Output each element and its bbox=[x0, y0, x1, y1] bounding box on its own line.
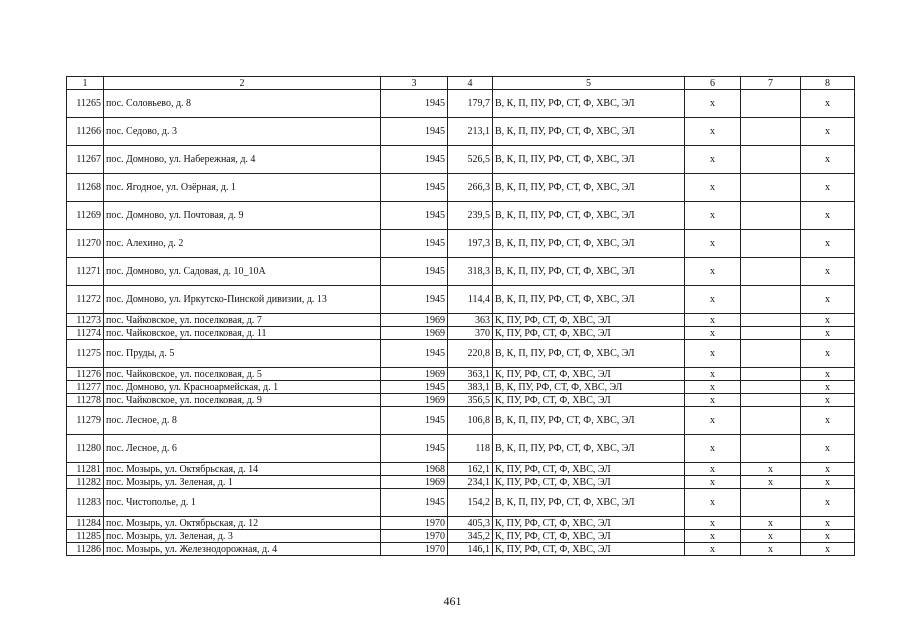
column-8-mark: х bbox=[801, 118, 855, 146]
column-6-mark: х bbox=[685, 517, 741, 530]
table-row bbox=[67, 394, 855, 407]
column-6-mark: х bbox=[685, 174, 741, 202]
table-row bbox=[67, 286, 855, 314]
column-header: 6 bbox=[685, 77, 741, 90]
year-cell: 1945 bbox=[381, 340, 448, 368]
column-6-mark: х bbox=[685, 476, 741, 489]
column-8-mark: х bbox=[801, 230, 855, 258]
column-6-mark: х bbox=[685, 230, 741, 258]
column-7-mark bbox=[741, 230, 801, 258]
record-id: 11269 bbox=[67, 202, 104, 230]
utilities-cell: К, ПУ, РФ, СТ, Ф, ХВС, ЭЛ bbox=[493, 530, 685, 543]
utilities-cell: В, К, П, ПУ, РФ, СТ, Ф, ХВС, ЭЛ bbox=[493, 407, 685, 435]
column-header: 1 bbox=[67, 77, 104, 90]
area-cell: 383,1 bbox=[448, 381, 493, 394]
table-row bbox=[67, 340, 855, 368]
column-7-mark bbox=[741, 202, 801, 230]
record-id: 11275 bbox=[67, 340, 104, 368]
year-cell: 1945 bbox=[381, 258, 448, 286]
column-8-mark: х bbox=[801, 517, 855, 530]
record-id: 11283 bbox=[67, 489, 104, 517]
column-8-mark: х bbox=[801, 202, 855, 230]
address-cell: пос. Чистополье, д. 1 bbox=[104, 489, 381, 517]
column-7-mark bbox=[741, 394, 801, 407]
column-8-mark: х bbox=[801, 90, 855, 118]
column-7-mark bbox=[741, 368, 801, 381]
utilities-cell: В, К, П, ПУ, РФ, СТ, Ф, ХВС, ЭЛ bbox=[493, 435, 685, 463]
address-cell: пос. Лесное, д. 6 bbox=[104, 435, 381, 463]
table-body bbox=[67, 90, 855, 556]
record-id: 11265 bbox=[67, 90, 104, 118]
record-id: 11273 bbox=[67, 314, 104, 327]
record-id: 11268 bbox=[67, 174, 104, 202]
column-7-mark bbox=[741, 258, 801, 286]
column-8-mark: х bbox=[801, 543, 855, 556]
address-cell: пос. Мозырь, ул. Октябрьская, д. 14 bbox=[104, 463, 381, 476]
area-cell: 179,7 bbox=[448, 90, 493, 118]
column-7-mark bbox=[741, 327, 801, 340]
table-row bbox=[67, 174, 855, 202]
housing-registry-table bbox=[66, 76, 855, 556]
record-id: 11277 bbox=[67, 381, 104, 394]
year-cell: 1970 bbox=[381, 517, 448, 530]
column-7-mark bbox=[741, 118, 801, 146]
utilities-cell: В, К, П, ПУ, РФ, СТ, Ф, ХВС, ЭЛ bbox=[493, 202, 685, 230]
year-cell: 1969 bbox=[381, 327, 448, 340]
area-cell: 154,2 bbox=[448, 489, 493, 517]
area-cell: 213,1 bbox=[448, 118, 493, 146]
column-8-mark: х bbox=[801, 394, 855, 407]
column-7-mark bbox=[741, 314, 801, 327]
year-cell: 1969 bbox=[381, 476, 448, 489]
column-6-mark: х bbox=[685, 258, 741, 286]
column-7-mark bbox=[741, 340, 801, 368]
year-cell: 1945 bbox=[381, 146, 448, 174]
area-cell: 197,3 bbox=[448, 230, 493, 258]
area-cell: 220,8 bbox=[448, 340, 493, 368]
utilities-cell: В, К, П, ПУ, РФ, СТ, Ф, ХВС, ЭЛ bbox=[493, 340, 685, 368]
utilities-cell: В, К, П, ПУ, РФ, СТ, Ф, ХВС, ЭЛ bbox=[493, 146, 685, 174]
table-row bbox=[67, 381, 855, 394]
table-row bbox=[67, 543, 855, 556]
column-8-mark: х bbox=[801, 340, 855, 368]
record-id: 11284 bbox=[67, 517, 104, 530]
address-cell: пос. Домново, ул. Набережная, д. 4 bbox=[104, 146, 381, 174]
table-row bbox=[67, 530, 855, 543]
column-8-mark: х bbox=[801, 286, 855, 314]
table-row bbox=[67, 202, 855, 230]
address-cell: пос. Ягодное, ул. Озёрная, д. 1 bbox=[104, 174, 381, 202]
record-id: 11278 bbox=[67, 394, 104, 407]
column-8-mark: х bbox=[801, 530, 855, 543]
address-cell: пос. Чайковское, ул. поселковая, д. 5 bbox=[104, 368, 381, 381]
year-cell: 1945 bbox=[381, 489, 448, 517]
column-7-mark bbox=[741, 407, 801, 435]
column-6-mark: х bbox=[685, 118, 741, 146]
year-cell: 1970 bbox=[381, 543, 448, 556]
utilities-cell: В, К, П, ПУ, РФ, СТ, Ф, ХВС, ЭЛ bbox=[493, 90, 685, 118]
year-cell: 1968 bbox=[381, 463, 448, 476]
column-8-mark: х bbox=[801, 463, 855, 476]
area-cell: 363,1 bbox=[448, 368, 493, 381]
table-row bbox=[67, 118, 855, 146]
record-id: 11280 bbox=[67, 435, 104, 463]
area-cell: 114,4 bbox=[448, 286, 493, 314]
column-8-mark: х bbox=[801, 146, 855, 174]
year-cell: 1970 bbox=[381, 530, 448, 543]
column-7-mark bbox=[741, 489, 801, 517]
page-number: 461 bbox=[443, 594, 462, 608]
table-row bbox=[67, 476, 855, 489]
column-7-mark: х bbox=[741, 517, 801, 530]
column-7-mark bbox=[741, 146, 801, 174]
address-cell: пос. Домново, ул. Иркутско-Пинской дивизии, д. 13 bbox=[104, 286, 381, 314]
column-header: 5 bbox=[493, 77, 685, 90]
column-6-mark: х bbox=[685, 202, 741, 230]
column-6-mark: х bbox=[685, 146, 741, 174]
address-cell: пос. Мозырь, ул. Зеленая, д. 1 bbox=[104, 476, 381, 489]
column-8-mark: х bbox=[801, 174, 855, 202]
area-cell: 118 bbox=[448, 435, 493, 463]
address-cell: пос. Чайковское, ул. поселковая, д. 7 bbox=[104, 314, 381, 327]
address-cell: пос. Мозырь, ул. Зеленая, д. 3 bbox=[104, 530, 381, 543]
column-8-mark: х bbox=[801, 407, 855, 435]
column-7-mark bbox=[741, 174, 801, 202]
address-cell: пос. Чайковское, ул. поселковая, д. 9 bbox=[104, 394, 381, 407]
column-8-mark: х bbox=[801, 476, 855, 489]
column-6-mark: х bbox=[685, 530, 741, 543]
column-8-mark: х bbox=[801, 327, 855, 340]
year-cell: 1945 bbox=[381, 174, 448, 202]
utilities-cell: В, К, П, ПУ, РФ, СТ, Ф, ХВС, ЭЛ bbox=[493, 286, 685, 314]
year-cell: 1945 bbox=[381, 435, 448, 463]
column-7-mark bbox=[741, 286, 801, 314]
column-6-mark: х bbox=[685, 90, 741, 118]
utilities-cell: В, К, ПУ, РФ, СТ, Ф, ХВС, ЭЛ bbox=[493, 381, 685, 394]
table-row bbox=[67, 407, 855, 435]
address-cell: пос. Домново, ул. Почтовая, д. 9 bbox=[104, 202, 381, 230]
address-cell: пос. Соловьево, д. 8 bbox=[104, 90, 381, 118]
area-cell: 146,1 bbox=[448, 543, 493, 556]
area-cell: 405,3 bbox=[448, 517, 493, 530]
utilities-cell: В, К, П, ПУ, РФ, СТ, Ф, ХВС, ЭЛ bbox=[493, 174, 685, 202]
record-id: 11276 bbox=[67, 368, 104, 381]
column-6-mark: х bbox=[685, 435, 741, 463]
column-8-mark: х bbox=[801, 381, 855, 394]
column-6-mark: х bbox=[685, 368, 741, 381]
address-cell: пос. Мозырь, ул. Железнодорожная, д. 4 bbox=[104, 543, 381, 556]
table-header bbox=[67, 77, 855, 90]
table-row bbox=[67, 230, 855, 258]
record-id: 11274 bbox=[67, 327, 104, 340]
column-7-mark: х bbox=[741, 530, 801, 543]
table-row bbox=[67, 463, 855, 476]
utilities-cell: В, К, П, ПУ, РФ, СТ, Ф, ХВС, ЭЛ bbox=[493, 118, 685, 146]
table-row bbox=[67, 314, 855, 327]
table-row bbox=[67, 146, 855, 174]
column-8-mark: х bbox=[801, 314, 855, 327]
address-cell: пос. Седово, д. 3 bbox=[104, 118, 381, 146]
table-row bbox=[67, 489, 855, 517]
utilities-cell: В, К, П, ПУ, РФ, СТ, Ф, ХВС, ЭЛ bbox=[493, 258, 685, 286]
year-cell: 1969 bbox=[381, 368, 448, 381]
year-cell: 1945 bbox=[381, 407, 448, 435]
column-header: 7 bbox=[741, 77, 801, 90]
utilities-cell: В, К, П, ПУ, РФ, СТ, Ф, ХВС, ЭЛ bbox=[493, 489, 685, 517]
column-6-mark: х bbox=[685, 489, 741, 517]
utilities-cell: К, ПУ, РФ, СТ, Ф, ХВС, ЭЛ bbox=[493, 314, 685, 327]
area-cell: 162,1 bbox=[448, 463, 493, 476]
record-id: 11282 bbox=[67, 476, 104, 489]
record-id: 11286 bbox=[67, 543, 104, 556]
column-6-mark: х bbox=[685, 381, 741, 394]
area-cell: 266,3 bbox=[448, 174, 493, 202]
column-header: 8 bbox=[801, 77, 855, 90]
record-id: 11270 bbox=[67, 230, 104, 258]
area-cell: 318,3 bbox=[448, 258, 493, 286]
column-6-mark: х bbox=[685, 340, 741, 368]
utilities-cell: К, ПУ, РФ, СТ, Ф, ХВС, ЭЛ bbox=[493, 517, 685, 530]
utilities-cell: К, ПУ, РФ, СТ, Ф, ХВС, ЭЛ bbox=[493, 327, 685, 340]
year-cell: 1945 bbox=[381, 286, 448, 314]
year-cell: 1945 bbox=[381, 118, 448, 146]
column-7-mark bbox=[741, 435, 801, 463]
year-cell: 1945 bbox=[381, 90, 448, 118]
column-number-row bbox=[67, 77, 855, 90]
record-id: 11271 bbox=[67, 258, 104, 286]
area-cell: 356,5 bbox=[448, 394, 493, 407]
column-6-mark: х bbox=[685, 314, 741, 327]
utilities-cell: В, К, П, ПУ, РФ, СТ, Ф, ХВС, ЭЛ bbox=[493, 230, 685, 258]
column-8-mark: х bbox=[801, 435, 855, 463]
utilities-cell: К, ПУ, РФ, СТ, Ф, ХВС, ЭЛ bbox=[493, 394, 685, 407]
record-id: 11267 bbox=[67, 146, 104, 174]
column-7-mark: х bbox=[741, 463, 801, 476]
column-header: 4 bbox=[448, 77, 493, 90]
table-row bbox=[67, 517, 855, 530]
record-id: 11272 bbox=[67, 286, 104, 314]
column-8-mark: х bbox=[801, 489, 855, 517]
column-header: 2 bbox=[104, 77, 381, 90]
address-cell: пос. Лесное, д. 8 bbox=[104, 407, 381, 435]
column-8-mark: х bbox=[801, 368, 855, 381]
address-cell: пос. Мозырь, ул. Октябрьская, д. 12 bbox=[104, 517, 381, 530]
column-6-mark: х bbox=[685, 327, 741, 340]
column-header: 3 bbox=[381, 77, 448, 90]
column-6-mark: х bbox=[685, 394, 741, 407]
address-cell: пос. Пруды, д. 5 bbox=[104, 340, 381, 368]
record-id: 11285 bbox=[67, 530, 104, 543]
address-cell: пос. Алехино, д. 2 bbox=[104, 230, 381, 258]
area-cell: 370 bbox=[448, 327, 493, 340]
year-cell: 1969 bbox=[381, 394, 448, 407]
column-6-mark: х bbox=[685, 463, 741, 476]
address-cell: пос. Домново, ул. Красноармейская, д. 1 bbox=[104, 381, 381, 394]
record-id: 11281 bbox=[67, 463, 104, 476]
area-cell: 106,8 bbox=[448, 407, 493, 435]
area-cell: 345,2 bbox=[448, 530, 493, 543]
area-cell: 234,1 bbox=[448, 476, 493, 489]
utilities-cell: К, ПУ, РФ, СТ, Ф, ХВС, ЭЛ bbox=[493, 476, 685, 489]
year-cell: 1945 bbox=[381, 230, 448, 258]
year-cell: 1945 bbox=[381, 202, 448, 230]
table-row bbox=[67, 368, 855, 381]
column-6-mark: х bbox=[685, 407, 741, 435]
area-cell: 363 bbox=[448, 314, 493, 327]
column-6-mark: х bbox=[685, 543, 741, 556]
column-8-mark: х bbox=[801, 258, 855, 286]
column-7-mark bbox=[741, 90, 801, 118]
record-id: 11266 bbox=[67, 118, 104, 146]
year-cell: 1969 bbox=[381, 314, 448, 327]
table-row bbox=[67, 435, 855, 463]
record-id: 11279 bbox=[67, 407, 104, 435]
address-cell: пос. Домново, ул. Садовая, д. 10_10А bbox=[104, 258, 381, 286]
column-7-mark: х bbox=[741, 543, 801, 556]
utilities-cell: К, ПУ, РФ, СТ, Ф, ХВС, ЭЛ bbox=[493, 368, 685, 381]
column-7-mark bbox=[741, 381, 801, 394]
column-6-mark: х bbox=[685, 286, 741, 314]
table-row bbox=[67, 258, 855, 286]
table-row bbox=[67, 90, 855, 118]
column-7-mark: х bbox=[741, 476, 801, 489]
area-cell: 526,5 bbox=[448, 146, 493, 174]
table-row bbox=[67, 327, 855, 340]
year-cell: 1945 bbox=[381, 381, 448, 394]
address-cell: пос. Чайковское, ул. поселковая, д. 11 bbox=[104, 327, 381, 340]
area-cell: 239,5 bbox=[448, 202, 493, 230]
utilities-cell: К, ПУ, РФ, СТ, Ф, ХВС, ЭЛ bbox=[493, 463, 685, 476]
utilities-cell: К, ПУ, РФ, СТ, Ф, ХВС, ЭЛ bbox=[493, 543, 685, 556]
